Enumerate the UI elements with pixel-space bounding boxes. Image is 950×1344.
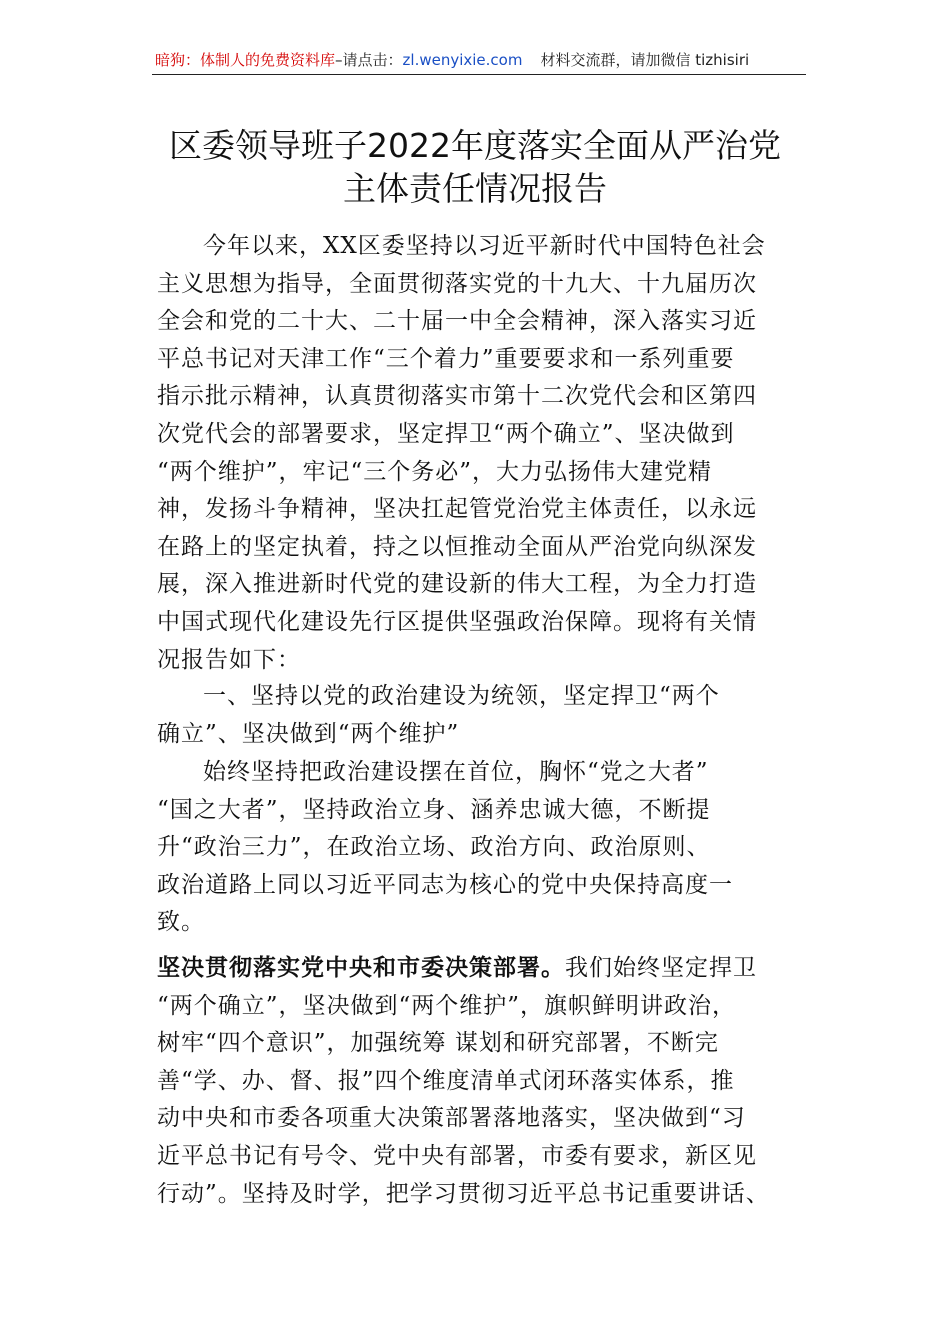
text-line: 主义思想为指导，全面贯彻落实党的十九大、十九届历次 — [157, 270, 757, 297]
title-line: 主体责任情况报告 — [343, 169, 607, 208]
text-line: 中国式现代化建设先行区提供坚强政治保障。现将有关情 — [157, 608, 757, 635]
section1-heading — [157, 678, 797, 753]
text-line: 近平总书记有号令、党中央有部署，市委有要求，新区见 — [157, 1142, 757, 1169]
text-line: 善“学、办、督、报”四个维度清单式闭环落实体系，推 — [157, 1067, 735, 1094]
heading-line: 确立”、坚决做到“两个维护” — [157, 720, 460, 747]
point1-paragraph — [157, 949, 797, 1213]
document-title — [140, 124, 810, 210]
heading-line: 一、坚持以党的政治建设为统领，坚定捍卫“两个 — [203, 683, 720, 709]
intro-paragraph — [157, 228, 797, 679]
text-line: 始终坚持把政治建设摆在首位，胸怀“党之大者” — [203, 759, 709, 785]
text-line: 行动”。坚持及时学，把学习贯彻习近平总书记重要讲话、 — [157, 1180, 770, 1207]
header-divider — [152, 74, 806, 75]
text-line: 况报告如下： — [157, 646, 301, 673]
text-line — [157, 949, 797, 988]
text-line: 在路上的坚定执着，持之以恒推动全面从严治党向纵深发 — [157, 533, 757, 560]
header-contact: 材料交流群，请加微信 tizhisiri — [540, 51, 750, 69]
header-banner — [155, 48, 805, 74]
text-line: 次党代会的部署要求，坚定捍卫“两个确立”、坚决做到 — [157, 420, 735, 447]
section1-paragraph — [157, 754, 797, 942]
text-line: 动中央和市委各项重大决策部署落地落实，坚决做到“习 — [157, 1105, 746, 1132]
text-line: 神，发扬斗争精神，坚决扛起管党治党主体责任，以永远 — [157, 496, 757, 523]
title-line: 区委领导班子2022年度落实全面从严治党 — [169, 126, 781, 165]
header-brand: 暗狗：体制人的免费资料库 — [155, 51, 336, 69]
point1-lead: 坚决贯彻落实党中央和市委决策部署。 — [157, 954, 565, 981]
header-prompt: –请点击： — [335, 51, 403, 69]
header-url-link[interactable]: zl.wenyixie.com — [402, 51, 523, 69]
text-line: “两个维护”，牢记“三个务必”，大力弘扬伟大建党精 — [157, 458, 713, 485]
text-line: “国之大者”，坚持政治立身、涵养忠诚大德，不断提 — [157, 796, 711, 823]
text-line: 全会和党的二十大、二十届一中全会精神，深入落实习近 — [157, 308, 757, 335]
text-line: 指示批示精神，认真贯彻落实市第十二次党代会和区第四 — [157, 383, 757, 410]
text-line: “两个确立”，坚决做到“两个维护”，旗帜鲜明讲政治， — [157, 992, 737, 1019]
text-line: 今年以来，XX区委坚持以习近平新时代中国特色社会 — [203, 233, 766, 259]
text-line: 升“政治三力”，在政治立场、政治方向、政治原则、 — [157, 834, 711, 861]
text-line: 树牢“四个意识”，加强统筹 谋划和研究部署，不断完 — [157, 1030, 719, 1057]
text-line: 平总书记对天津工作“三个着力”重要要求和一系列重要 — [157, 345, 735, 372]
text-line: 政治道路上同以习近平同志为核心的党中央保持高度一 — [157, 871, 733, 898]
point1-lead-rest: 我们始终坚定捍卫 — [565, 955, 757, 981]
text-line: 展，深入推进新时代党的建设新的伟大工程，为全力打造 — [157, 571, 757, 598]
text-line: 致。 — [157, 909, 205, 936]
